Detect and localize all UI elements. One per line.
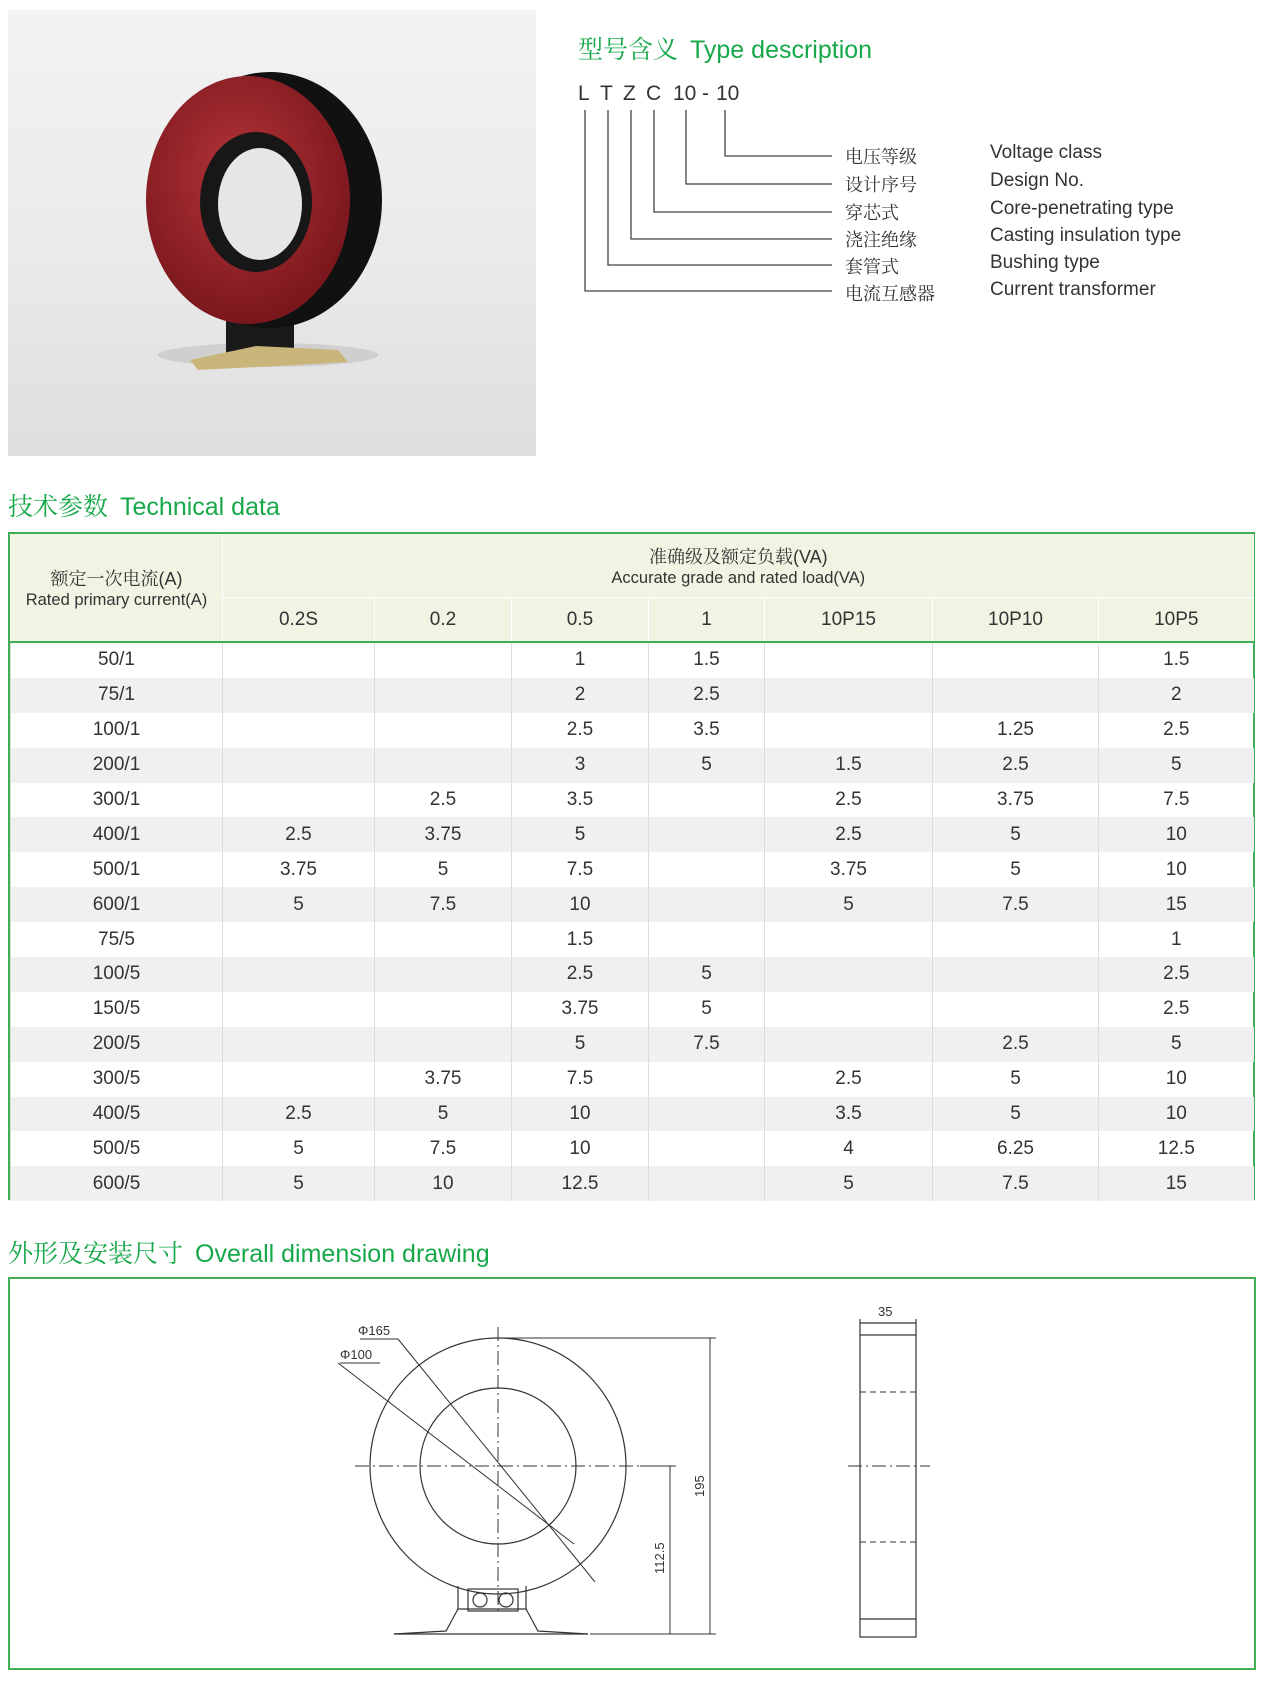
table-row	[11, 1097, 1254, 1132]
rated-current-cell: 75/1	[11, 678, 223, 713]
rated-current-cell: 150/5	[11, 992, 223, 1027]
rated-current-en: Rated primary current(A)	[25, 591, 208, 609]
load-cell: 5	[223, 887, 375, 922]
legend-core-en: Core-penetrating type	[990, 198, 1174, 219]
load-cell: 2.5	[512, 957, 649, 992]
technical-data-table	[8, 532, 1255, 1200]
load-cell: 7.5	[512, 852, 649, 887]
legend-bushing-zh: 套管式	[845, 257, 899, 277]
grade-en: Accurate grade and rated load(VA)	[611, 569, 866, 587]
legend-core-zh: 穿芯式	[845, 203, 899, 223]
load-cell: 3	[512, 748, 649, 783]
type-title-zh: 型号含义	[578, 36, 679, 64]
load-cell: 3.75	[512, 992, 649, 1027]
code-design: 10	[673, 82, 697, 105]
product-photo	[8, 10, 536, 456]
load-cell	[223, 713, 375, 748]
load-cell	[375, 957, 512, 992]
load-cell: 3.75	[223, 852, 375, 887]
rated-current-cell: 500/5	[11, 1131, 223, 1166]
load-cell	[649, 1097, 765, 1132]
load-cell: 5	[649, 992, 765, 1027]
code-leader-lines	[570, 108, 840, 298]
load-cell	[765, 992, 933, 1027]
load-cell: 2.5	[765, 783, 933, 818]
rated-current-cell: 600/5	[11, 1166, 223, 1201]
load-cell	[765, 642, 933, 678]
table-row	[11, 748, 1254, 783]
load-cell: 6.25	[933, 1131, 1099, 1166]
table-row	[11, 957, 1254, 992]
col-header: 0.2	[375, 598, 512, 643]
dimension-drawing	[8, 1277, 1256, 1670]
table-row	[11, 678, 1254, 713]
table-row	[11, 922, 1254, 957]
load-cell: 5	[223, 1166, 375, 1201]
load-cell: 10	[512, 1097, 649, 1132]
rated-current-cell: 300/1	[11, 783, 223, 818]
rated-current-cell: 200/5	[11, 1027, 223, 1062]
dimension-title	[8, 1234, 490, 1270]
load-cell: 2.5	[223, 817, 375, 852]
load-cell	[649, 1166, 765, 1201]
load-cell	[649, 922, 765, 957]
load-cell: 12.5	[1099, 1131, 1254, 1166]
load-cell: 1.5	[649, 642, 765, 678]
load-cell: 5	[933, 852, 1099, 887]
load-cell: 5	[223, 1131, 375, 1166]
load-cell	[933, 678, 1099, 713]
load-cell	[375, 678, 512, 713]
rated-current-cell: 400/5	[11, 1097, 223, 1132]
table-row	[11, 817, 1254, 852]
table-row	[11, 992, 1254, 1027]
load-cell: 2.5	[933, 1027, 1099, 1062]
height-label: 195	[692, 1475, 707, 1497]
load-cell	[649, 1131, 765, 1166]
rated-current-cell: 75/5	[11, 922, 223, 957]
load-cell: 7.5	[375, 887, 512, 922]
load-cell: 5	[933, 1062, 1099, 1097]
col-header: 10P5	[1099, 598, 1254, 643]
load-cell: 5	[375, 852, 512, 887]
legend-design-zh: 设计序号	[845, 175, 917, 195]
legend-voltage-zh: 电压等级	[845, 147, 917, 167]
load-cell	[765, 1027, 933, 1062]
rated-current-cell: 100/5	[11, 957, 223, 992]
grade-header	[223, 534, 1254, 598]
load-cell	[375, 1027, 512, 1062]
legend-casting-en: Casting insulation type	[990, 225, 1182, 246]
table-row	[11, 1062, 1254, 1097]
width-label: 35	[878, 1304, 893, 1319]
code-c: C	[646, 82, 662, 105]
code-z: Z	[623, 82, 636, 105]
load-cell: 1.25	[933, 713, 1099, 748]
col-header: 10P10	[933, 598, 1099, 643]
center-height-label: 112.5	[652, 1542, 667, 1574]
rated-current-cell: 500/1	[11, 852, 223, 887]
load-cell: 3.75	[933, 783, 1099, 818]
legend-bushing-en: Bushing type	[990, 252, 1100, 273]
load-cell	[223, 957, 375, 992]
table-row	[11, 1027, 1254, 1062]
dim-title-en: Overall dimension drawing	[195, 1240, 490, 1268]
load-cell: 5	[512, 817, 649, 852]
load-cell	[223, 922, 375, 957]
code-voltage: 10	[716, 82, 740, 105]
load-cell: 2	[512, 678, 649, 713]
load-cell	[375, 748, 512, 783]
technical-data-title	[8, 487, 280, 523]
rated-current-cell: 400/1	[11, 817, 223, 852]
drawing-canvas	[10, 1279, 1254, 1668]
type-description-title	[578, 30, 872, 66]
load-cell: 2.5	[512, 713, 649, 748]
load-cell: 3.75	[375, 817, 512, 852]
load-cell: 15	[1099, 887, 1254, 922]
load-cell	[223, 678, 375, 713]
load-cell: 4	[765, 1131, 933, 1166]
load-cell: 5	[649, 957, 765, 992]
load-cell: 2.5	[933, 748, 1099, 783]
table-row	[11, 713, 1254, 748]
load-cell	[933, 642, 1099, 678]
load-cell: 5	[765, 887, 933, 922]
load-cell	[223, 748, 375, 783]
load-cell	[223, 1027, 375, 1062]
load-cell: 5	[765, 1166, 933, 1201]
load-cell: 2.5	[223, 1097, 375, 1132]
load-cell: 15	[1099, 1166, 1254, 1201]
load-cell: 5	[1099, 1027, 1254, 1062]
load-cell: 7.5	[512, 1062, 649, 1097]
load-cell: 7.5	[933, 887, 1099, 922]
table-row	[11, 887, 1254, 922]
load-cell	[649, 852, 765, 887]
load-cell: 10	[1099, 817, 1254, 852]
dim-title-zh: 外形及安装尺寸	[8, 1240, 184, 1268]
load-cell: 1.5	[512, 922, 649, 957]
load-cell: 5	[933, 817, 1099, 852]
load-cell	[375, 922, 512, 957]
load-cell: 2.5	[1099, 713, 1254, 748]
inner-dia-label: Φ100	[340, 1347, 373, 1362]
tech-title-zh: 技术参数	[8, 493, 109, 521]
load-cell: 3.75	[375, 1062, 512, 1097]
load-cell: 10	[512, 887, 649, 922]
table-body	[11, 642, 1254, 1201]
load-cell: 2	[1099, 678, 1254, 713]
load-cell: 7.5	[375, 1131, 512, 1166]
legend-ct-en: Current transformer	[990, 279, 1156, 300]
load-cell: 1	[512, 642, 649, 678]
model-code	[578, 82, 778, 110]
load-cell	[933, 992, 1099, 1027]
load-cell	[223, 642, 375, 678]
code-l: L	[578, 82, 590, 105]
load-cell	[933, 922, 1099, 957]
load-cell: 2.5	[375, 783, 512, 818]
legend-design-en: Design No.	[990, 170, 1084, 191]
load-cell: 1.5	[765, 748, 933, 783]
load-cell	[223, 783, 375, 818]
load-cell	[375, 992, 512, 1027]
rated-current-cell: 300/5	[11, 1062, 223, 1097]
load-cell	[765, 957, 933, 992]
load-cell	[649, 1062, 765, 1097]
load-cell: 2.5	[649, 678, 765, 713]
load-cell: 2.5	[1099, 957, 1254, 992]
load-cell: 10	[1099, 1062, 1254, 1097]
load-cell	[375, 713, 512, 748]
rated-current-cell: 200/1	[11, 748, 223, 783]
load-cell	[375, 642, 512, 678]
load-cell	[765, 678, 933, 713]
load-cell: 3.5	[765, 1097, 933, 1132]
load-cell: 5	[933, 1097, 1099, 1132]
load-cell	[649, 783, 765, 818]
load-cell	[649, 887, 765, 922]
rated-current-cell: 600/1	[11, 887, 223, 922]
load-cell	[649, 817, 765, 852]
rated-current-zh: 额定一次电流(A)	[50, 569, 183, 589]
load-cell: 2.5	[765, 817, 933, 852]
table-row	[11, 852, 1254, 887]
load-cell: 5	[1099, 748, 1254, 783]
load-cell: 10	[1099, 852, 1254, 887]
load-cell: 3.5	[649, 713, 765, 748]
load-cell: 7.5	[933, 1166, 1099, 1201]
grade-zh: 准确级及额定负载(VA)	[648, 547, 828, 567]
table-row	[11, 1166, 1254, 1201]
outer-dia-label: Φ165	[358, 1323, 391, 1338]
load-cell: 7.5	[649, 1027, 765, 1062]
legend-voltage-en: Voltage class	[990, 142, 1102, 163]
col-header: 0.5	[512, 598, 649, 643]
load-cell: 10	[375, 1166, 512, 1201]
load-cell: 10	[1099, 1097, 1254, 1132]
load-cell	[933, 957, 1099, 992]
rated-current-cell: 50/1	[11, 642, 223, 678]
load-cell	[765, 922, 933, 957]
type-title-en: Type description	[690, 36, 873, 64]
load-cell	[223, 1062, 375, 1097]
load-cell: 10	[512, 1131, 649, 1166]
transformer-photo	[8, 10, 536, 456]
rated-current-cell: 100/1	[11, 713, 223, 748]
rated-current-header	[11, 534, 223, 642]
load-cell: 1	[1099, 922, 1254, 957]
load-cell: 3.75	[765, 852, 933, 887]
load-cell: 2.5	[1099, 992, 1254, 1027]
code-dash: -	[702, 82, 709, 105]
legend-casting-zh: 浇注绝缘	[845, 230, 917, 250]
load-cell: 5	[649, 748, 765, 783]
col-header: 10P15	[765, 598, 933, 643]
table-row	[11, 1131, 1254, 1166]
load-cell: 3.5	[512, 783, 649, 818]
col-header: 0.2S	[223, 598, 375, 643]
load-cell: 7.5	[1099, 783, 1254, 818]
load-cell: 5	[512, 1027, 649, 1062]
tech-title-en: Technical data	[120, 493, 280, 521]
load-cell: 2.5	[765, 1062, 933, 1097]
table-row	[11, 783, 1254, 818]
load-cell: 12.5	[512, 1166, 649, 1201]
load-cell	[223, 992, 375, 1027]
table-row	[11, 642, 1254, 678]
load-cell	[765, 713, 933, 748]
code-t: T	[600, 82, 613, 105]
load-cell: 5	[375, 1097, 512, 1132]
load-cell: 1.5	[1099, 642, 1254, 678]
legend-ct-zh: 电流互感器	[845, 284, 935, 304]
col-header: 1	[649, 598, 765, 643]
